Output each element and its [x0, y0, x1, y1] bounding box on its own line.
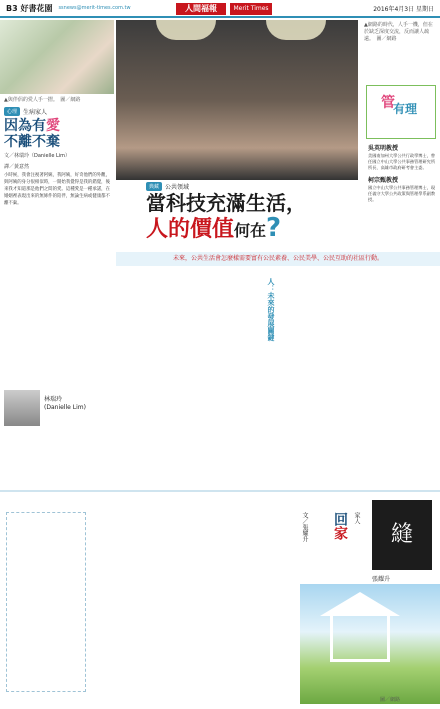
article-body: 小時候，我會注視著阿姨，我阿姨，好奇他們的外觀，與阿姨的身分很相似時，一開始我覺得是我的錯覺，後來我才知道那是他們之間的愛。這種愛是一種承諾，在婚姻裡表現出來的無條件的陪伴，無論生病或健康都不離不棄。: [4, 173, 110, 206]
prof-bio: 美國南加州大學公共行政學博士，曾任國立中山大學公共事務管理研究所所長、高雄市政府研考會主委。: [368, 153, 436, 170]
bottom-photo-caption: 圖／網路: [380, 697, 401, 703]
tag-label: 心理: [4, 107, 20, 116]
headline-line1: 當科技充滿生活，: [146, 191, 306, 215]
byline: 文／林瑞玲（Danielle Lim）: [4, 153, 71, 159]
title-part: 不離不棄: [4, 134, 60, 150]
bottom-tag: 家人: [353, 512, 360, 524]
house-shape: [330, 612, 390, 662]
author-photo: [4, 390, 40, 426]
headline-highlight: 人的價值: [146, 217, 235, 242]
book-cover-dark: 縫: [372, 500, 432, 570]
article-grid: [116, 268, 440, 488]
lamp-light: [156, 20, 216, 40]
section-label: B3 好書花園: [6, 3, 53, 13]
paper-logo: 人間福報: [176, 3, 226, 15]
right-caption: ▲網路的時代，人手一機，但在於缺乏深度交流，反而讓人疏遠。 圖／網路: [364, 22, 433, 42]
email-address: ssnews@merit-times.com.tw: [58, 5, 131, 11]
kicker-text: 公共領域: [165, 184, 190, 191]
issue-date: 2016年4月3日 星期日: [373, 6, 434, 13]
phone-user-photo: [116, 20, 358, 180]
prof-name: 吳英明教授: [368, 145, 399, 152]
title-part: 回: [332, 512, 348, 526]
bottom-title: [330, 512, 350, 540]
bottom-byline: 文／張耀升: [301, 512, 308, 542]
prof-bio: 國立中山大學公共事務管理博士，現任義守大學公共政策與管理學系副教授。: [368, 185, 436, 202]
author-name: 林瑞玲: [44, 396, 63, 403]
article-kicker: [0, 105, 114, 118]
title-highlight: 愛: [46, 118, 60, 134]
headline-line2: [116, 215, 440, 244]
deck: 未來，公共生活會怎麼樣需要富有公民素養、公民美學、公民互助的社區行動。: [116, 252, 440, 266]
translator: 譯／黃意然: [4, 164, 30, 170]
book-title-b: 有理: [393, 102, 418, 116]
text-column: [120, 268, 210, 488]
article-title: [0, 118, 114, 150]
tag-text: 生病家人: [23, 109, 48, 116]
book-cover: [366, 85, 436, 139]
headline-tail: 何在: [234, 221, 267, 240]
hands-photo: [0, 20, 114, 94]
lamp-light: [266, 20, 326, 40]
title-highlight: 家: [332, 526, 348, 540]
prof-name: 柯宗甄教授: [368, 177, 399, 184]
kicker: [116, 182, 440, 191]
bottom-author: 張耀升: [372, 576, 391, 583]
merit-times-logo: Merit Times: [230, 3, 272, 15]
bottom-section: [0, 490, 440, 709]
kicker-tag: 典藏: [146, 182, 162, 191]
book-title-a: 管: [381, 95, 395, 111]
subhead: 人：未來的發展關鍵: [267, 278, 275, 341]
left-column: [0, 20, 114, 490]
headline-block: [116, 182, 440, 252]
photo-caption: ▲與伴侶的愛人手一摺。 圖／網路: [4, 97, 81, 103]
question-mark: ?: [266, 213, 282, 243]
author-name-en: (Danielle Lim): [44, 404, 86, 411]
title-part: 因為有: [4, 118, 46, 134]
quote-box: [6, 512, 86, 692]
